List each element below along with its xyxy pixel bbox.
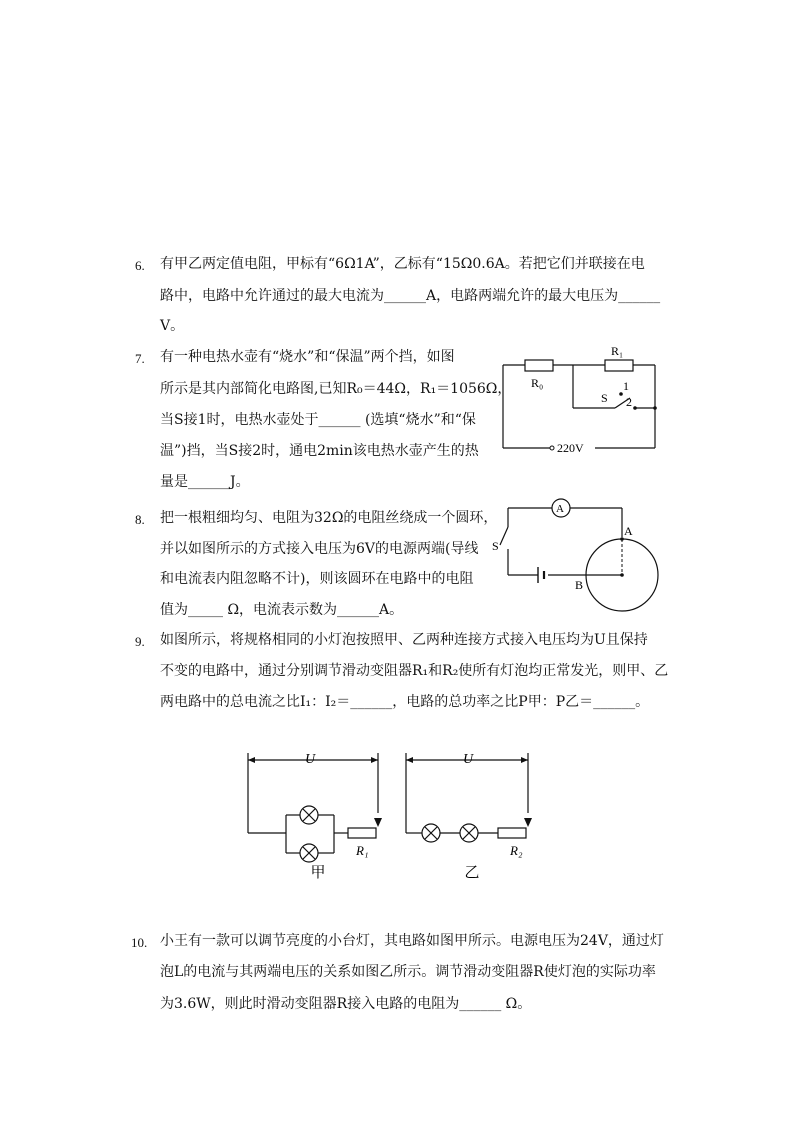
question-text-line: 有一种电热水壶有“烧水”和“保温”两个挡，如图: [160, 349, 455, 365]
question-text-line: 为3.6W，则此时滑动变阻器R接入电路的电阻为______ Ω。: [160, 996, 532, 1012]
label-contact-2: 2: [626, 395, 632, 409]
label-point-a: A: [624, 524, 633, 538]
question-text-line: 把一根粗细均匀、电阻为32Ω的电阻丝绕成一个圆环，: [160, 510, 498, 526]
question-text-line: 和电流表内阻忽略不计)，则该圆环在电路中的电阻: [160, 571, 474, 587]
circuit-diagram-q7: [495, 340, 670, 465]
question-number: 8.: [135, 512, 145, 527]
question-number: 7.: [135, 351, 145, 366]
question-text-line: 如图所示，将规格相同的小灯泡按照甲、乙两种连接方式接入电压均为U且保持: [160, 632, 648, 648]
label-r1: R₁: [356, 843, 369, 858]
label-voltage: U: [304, 752, 316, 767]
label-switch: S: [492, 539, 499, 553]
label-switch: S: [601, 391, 608, 405]
label-voltage: U: [462, 752, 474, 767]
rheostat-r1: [348, 828, 376, 838]
resistor-r0: [525, 360, 553, 371]
circuit-diagram-q9-jia: [238, 745, 398, 885]
question-text-line: 当S接1时，电热水壶处于______ (选填“烧水”和“保: [160, 412, 476, 428]
label-r2: R₂: [510, 843, 523, 858]
circuit-diagram-q8: [488, 495, 663, 615]
question-text-line: 小王有一款可以调节亮度的小台灯，其电路如图甲所示。电源电压为24V，通过灯: [160, 933, 664, 949]
rheostat-r2: [498, 828, 526, 838]
question-text-line: 所示是其内部简化电路图,已知R₀＝44Ω，R₁＝1056Ω，: [160, 381, 512, 397]
label-r0: R₀: [531, 376, 544, 390]
figure-caption: 乙: [464, 865, 480, 881]
label-contact-1: 1: [623, 379, 629, 393]
question-text-line: 不变的电路中，通过分别调节滑动变阻器R₁和R₂使所有灯泡均正常发光，则甲、乙: [160, 663, 669, 679]
label-source: 220V: [557, 441, 584, 455]
question-text-line: V。: [160, 318, 185, 334]
question-text-line: 量是______J。: [160, 474, 250, 490]
question-number: 10.: [131, 935, 148, 950]
label-r1: R₁: [611, 344, 624, 358]
resistor-r1: [605, 360, 633, 371]
question-text-line: 两电路中的总电流之比I₁：I₂＝______，电路的总功率之比P甲：P乙＝______。: [160, 694, 650, 710]
question-number: 9.: [135, 634, 145, 649]
question-text-line: 有甲乙两定值电阻，甲标有“6Ω1A”，乙标有“15Ω0.6A。若把它们并联接在电: [160, 256, 645, 272]
circuit-diagram-q9-yi: [398, 745, 548, 885]
question-text-line: 温”)挡，当S接2时，通电2min该电热水壶产生的热: [160, 443, 479, 459]
label-point-b: B: [575, 578, 584, 592]
label-ammeter: A: [556, 503, 564, 515]
question-text-line: 值为_____ Ω，电流表示数为______A。: [160, 602, 404, 618]
question-text-line: 泡L的电流与其两端电压的关系如图乙所示。调节滑动变阻器R使灯泡的实际功率: [160, 964, 656, 980]
figure-caption: 甲: [310, 865, 326, 881]
question-number: 6.: [135, 258, 145, 273]
question-text-line: 路中，电路中允许通过的最大电流为______A，电路两端允许的最大电压为______: [160, 288, 661, 304]
question-text-line: 并以如图所示的方式接入电压为6V的电源两端(导线: [160, 541, 479, 557]
